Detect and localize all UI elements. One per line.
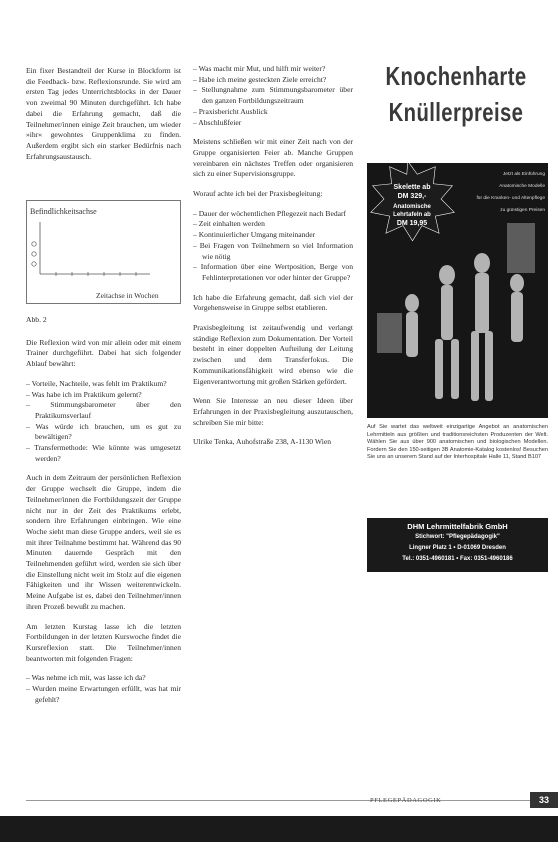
ad-company: DHM Lehrmittelfabrik GmbH: [407, 522, 508, 531]
list-item: – Dauer der wöchentlichen Pflegezeit nach Bedarf: [193, 208, 347, 218]
mood-chart-figure: [26, 200, 181, 304]
ad-contact-box: [367, 518, 548, 572]
side-line: Anatomische Modelle: [499, 184, 545, 189]
paragraph: Wenn Sie Interesse an neu dieser Ideen über Erfahrungen in der Praxisbegleitung auszutauschen, schreiben Sie mir bitte:: [193, 396, 353, 427]
left-column-lower: [26, 315, 181, 715]
ad-keyword: Stichwort: "Pflegepädagogik": [415, 534, 500, 540]
list-item: – Wurden meine Erwartungen erfüllt, was hat mir gefehlt?: [26, 684, 181, 704]
star-line: Anatomische: [393, 204, 431, 210]
signature: Ulrike Tenka, Auhofstraße 238, A-1130 Wien: [193, 437, 332, 447]
paragraph: Ich habe die Erfahrung gemacht, daß sich viel der Vorgehensweise in Gruppe selbst etablieren.: [193, 292, 353, 313]
list-item: – Transfermethode: Wie könnte was umgesetzt werden?: [26, 443, 181, 463]
bottom-bar: [0, 816, 558, 842]
side-line: Jetzt als Einführung: [502, 172, 545, 177]
paragraph: Am letzten Kurstag lasse ich die letzten Fortbildungen in der letzten Kurswoche findet die Kursreflexion statt. Die Teilnehmer/innen beantworten mit folgenden Fragen:: [26, 621, 181, 663]
paragraph: Die Reflexion wird von mir allein oder mit einem Trainer durchgeführt. Dabei hat sich folgender Ablauf bewährt:: [26, 337, 181, 369]
list-item: – Was würde ich brauchen, um es gut zu bewältigen?: [26, 421, 181, 442]
star-line: Skelette ab: [393, 184, 431, 191]
list-item: – Kontinuierlicher Umgang miteinander: [193, 230, 316, 240]
ad-address: Lingner Platz 1 • D-01069 Dresden: [409, 545, 506, 551]
side-line: zu günstigen Preisen: [500, 208, 545, 213]
ad-skeleton-photo: [367, 163, 548, 418]
star-line: DM 329,-: [397, 193, 427, 200]
middle-column: [193, 64, 353, 457]
list-item: – Zeit einhalten werden: [193, 219, 265, 229]
left-column-intro: [26, 66, 181, 162]
list-item: – Vorteile, Nachteile, was fehlt im Praktikum?: [26, 378, 167, 388]
mid-list-2: [193, 209, 353, 284]
left-list-1: [26, 379, 181, 465]
list-item: – Was nehme ich mit, was lasse ich da?: [26, 673, 146, 683]
left-list-2: [26, 673, 181, 705]
mid-list-1: [193, 64, 353, 128]
paragraph: Praxisbegleitung ist zeitaufwendig und verlangt ständige Reflexion zum Dokumentation. Der Vorteil besteht in einer doppelten Aufteilung der Leitung zwischen und dem Transferfokus. Die Kommunikationsfähigkeit wird ebenso wie die Eigenverantwortung mit großen Stärken gefördert.: [193, 323, 353, 386]
ad-headline-line: Knüllerpreise: [388, 97, 524, 127]
star-line: DM 19,95: [396, 220, 428, 227]
list-item: – Stellungnahme zum Stimmungsbarometer über den ganzen Fortbildungszeitraum: [193, 85, 353, 106]
ad-headline: [384, 58, 528, 130]
star-line: Lehrtafeln ab: [393, 212, 431, 218]
side-line: für die Kranken- und Altenpflege: [476, 196, 545, 201]
figure-title: Befindlichkeitsachse: [30, 207, 97, 216]
page-number: 33: [530, 792, 558, 808]
list-item: – Bei Fragen von Teilnehmern so viel Information wie nötig: [193, 240, 353, 261]
list-item: – Was habe ich im Praktikum gelernt?: [26, 389, 142, 399]
list-item: – Information über eine Wertposition, Berge von Fehlinterpretationen vor oder hinter der Gruppe?: [193, 262, 353, 282]
footer-rule: [26, 800, 532, 801]
ad-headline-line: Knochenharte: [385, 61, 527, 91]
paragraph: Worauf achte ich bei der Praxisbegleitung:: [193, 189, 323, 199]
paragraph: Auch in dem Zeitraum der persönlichen Reflexion der Gruppe wechselt die Gruppe, indem die Teilnehmer/innen die Fortbildungszeit der Gruppe nicht nur in der Zeit des Praktikums erlebt, sondern ihre Erfahrungen einbringen. Wie eine Woche sieht man diese Gruppe anders, weil sie es mit ihrer Teilnahme bestimmt hat. Während das 90 Minuten dauernde Gespräch mit den Teilnehmenden geführt wird, werden sie sich über die Einstellung nicht weit im Stolz auf die eigenen Fähigkeiten und ihr Wissen weiterentwickeln. Meine Aufgabe ist es, dabei den Teilnehmer/innen ihren Prozeß bewußt zu machen.: [26, 473, 181, 611]
intro-paragraph: Ein fixer Bestandteil der Kurse in Blockform ist die Feedback- bzw. Reflexionsrunde. Sie wird am ersten Tag jedes Unterrichtsblocks in der Dauer von zweimal 90 Minuten durchgeführt. Ich habe dabei die Erfahrung gemacht, daß die Teilnehmer/innen einige Zeit brauchen, um wieder »ihr« gewohntes Gruppenklima zu finden. Außerdem ergibt sich ein starker Bedürfnis nach Erfahrungsaustausch.: [26, 66, 181, 161]
list-item: – Abschlußfeier: [193, 117, 242, 127]
list-item: – Was macht mir Mut, und hilft mir weiter?: [193, 64, 326, 73]
footer-brand: PFLEGEPÄDAGOGIK: [370, 797, 442, 804]
ad-photo-graphic: [367, 163, 548, 418]
fig-caption: Abb. 2: [26, 315, 47, 324]
ad-body-text: Auf Sie wartet das weltweit einzigartige Angebot an anatomischen Lehrmitteln aus größten und traditionsreichsten Produzenten der Welt. Wählen Sie aus über 900 anatomischen und biologischen Modellen. Fordern Sie den 150-seitigen 3B Anatomie-Katalog kostenlos! Besuchen Sie uns an unserem Stand auf der Interhospitale Halle 11, Stand B107: [367, 424, 548, 461]
list-item: – Praxisbericht Ausblick: [193, 106, 268, 116]
ad-phone: Tel.: 0351-4960181 • Fax: 0351-4960186: [402, 556, 513, 562]
list-item: – Stimmungsbarometer über den Praktikumsverlauf: [26, 400, 181, 420]
paragraph: Meistens schließen wir mit einer Zeit nach von der Gruppe organisierten Feier ab. Manche Gruppen vereinbaren ein nächstes Treffen oder organisieren sich zu einer Supervisionsgruppe.: [193, 137, 353, 179]
figure-x-label: Zeitachse in Wochen: [96, 291, 159, 300]
list-item: – Habe ich meine gesteckten Ziele erreicht?: [193, 74, 327, 84]
